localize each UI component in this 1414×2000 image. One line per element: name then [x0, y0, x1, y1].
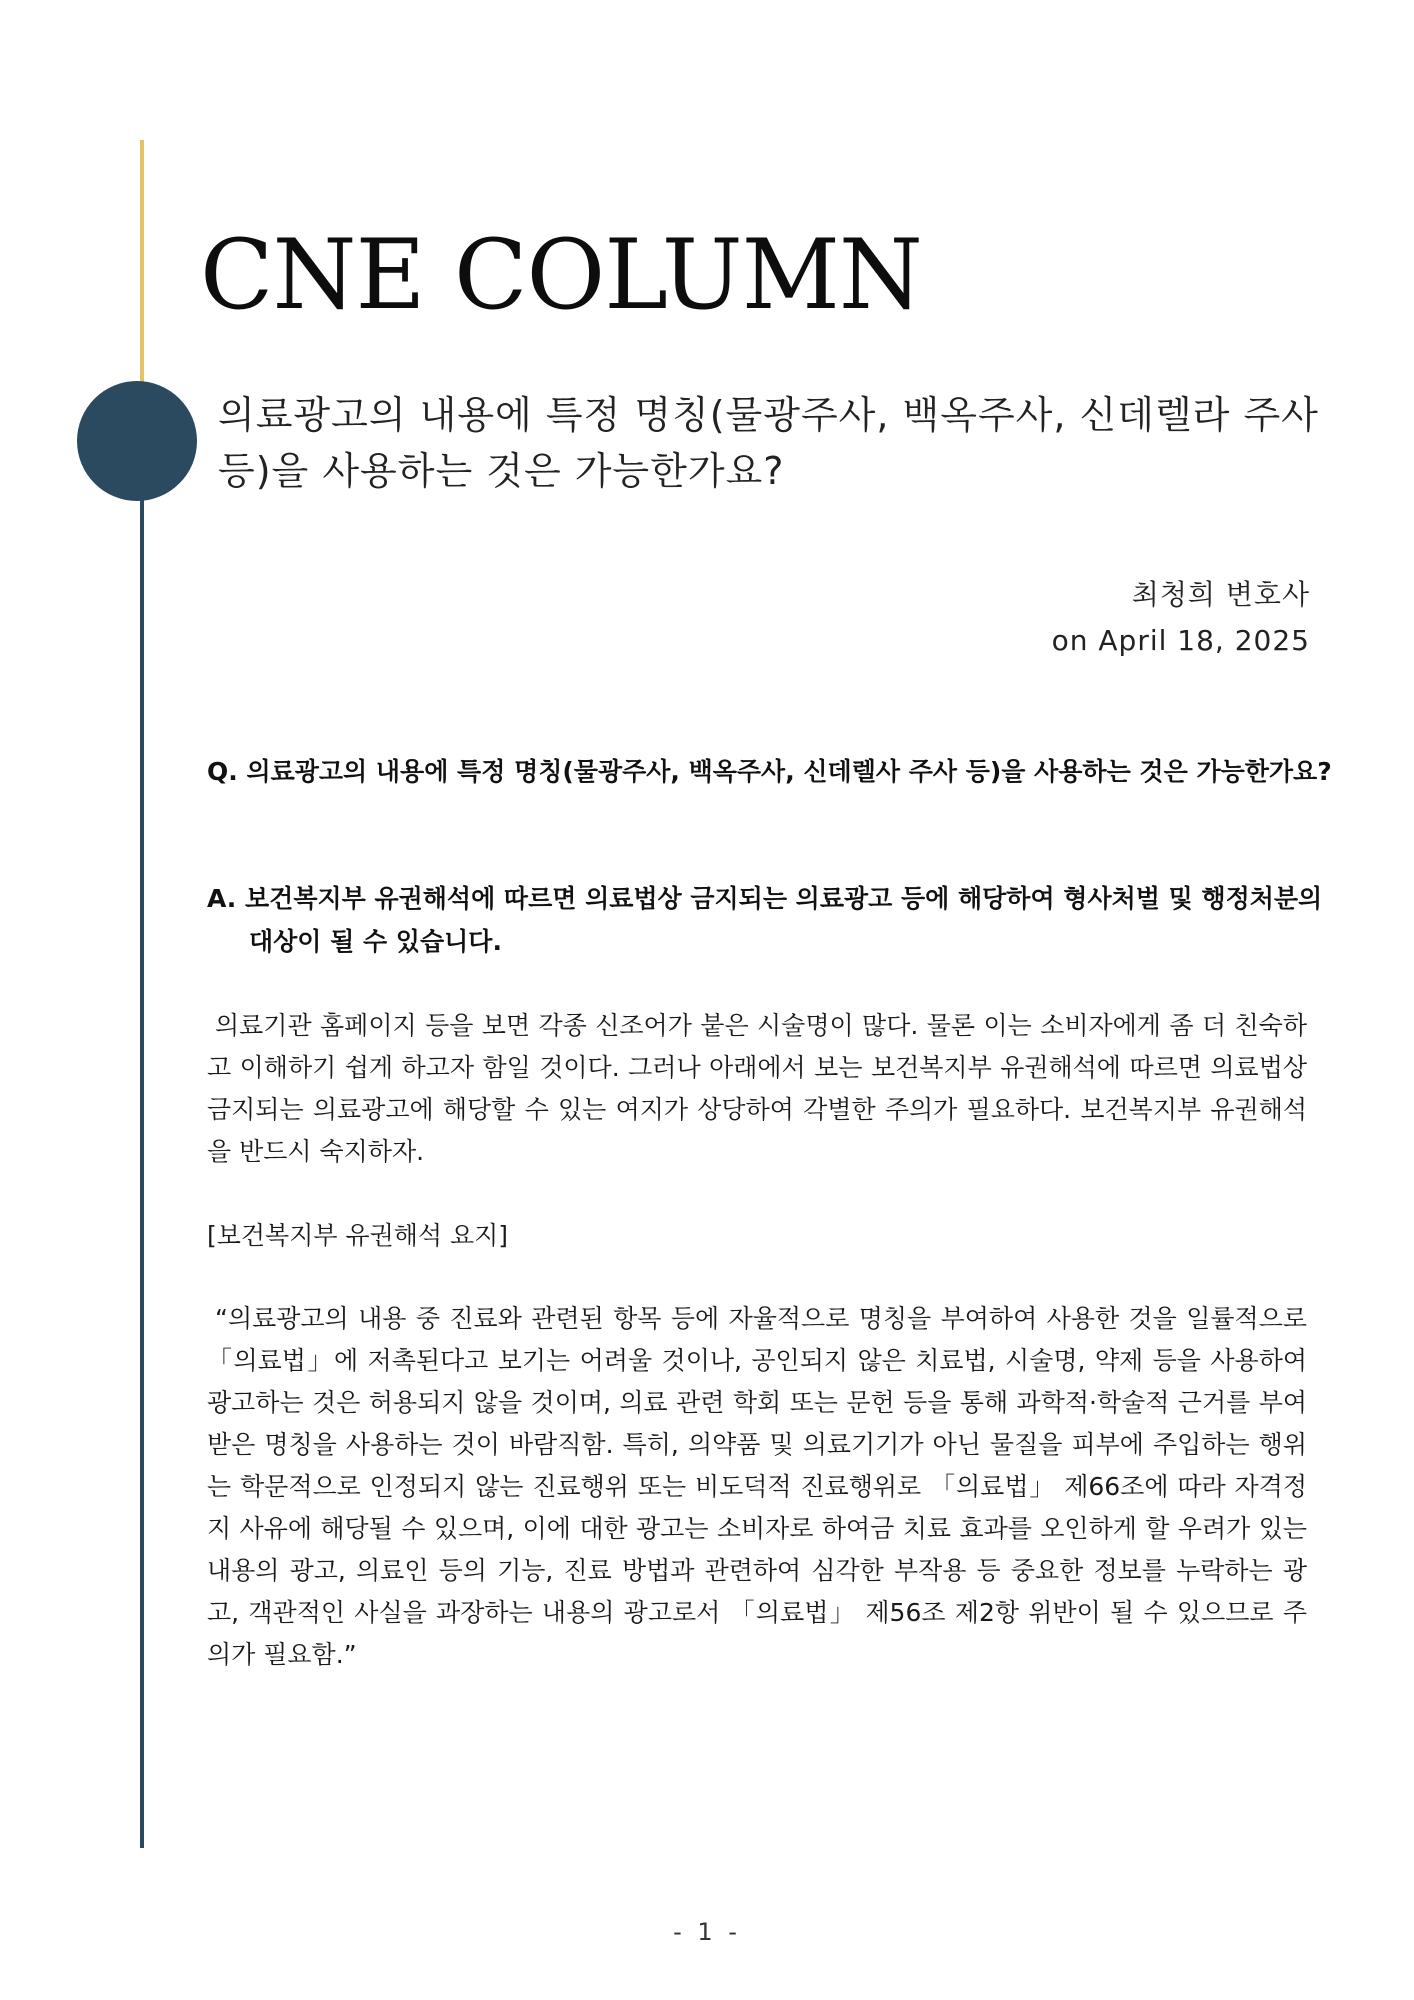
page-number: - 1 -: [673, 1918, 741, 1946]
decorative-circle: [77, 381, 197, 501]
author: 최청희 변호사: [1131, 578, 1310, 611]
publish-date: on April 18, 2025: [1051, 624, 1310, 657]
page-title: CNE COLUMN: [200, 219, 922, 331]
decorative-navy-line: [140, 440, 144, 1848]
column-subtitle: 의료광고의 내용에 특정 명칭(물광주사, 백옥주사, 신데렐라 주사 등)을 사용하는 것은 가능한가요?: [218, 393, 1319, 493]
question: Q. 의료광고의 내용에 특정 명칭(물광주사, 백옥주사, 신데렐사 주사 등)을 사용하는 것은 가능한가요?: [207, 757, 1332, 786]
body-paragraph: 의료기관 홈페이지 등을 보면 각종 신조어가 붙은 시술명이 많다. 물론 이는 소비자에게 좀 더 친숙하고 이해하기 쉽게 하고자 함일 것이다. 그러나 아래에서 보는 보건복지부 유권해석에 따르면 의료법상 금지되는 의료광고에 해당할 수 있는 여지가 상당하여 각별한 주의가 필요하다. 보건복지부 유권해석을 반드시 숙지하자.: [207, 1011, 1307, 1166]
quote-paragraph: “의료광고의 내용 중 진료와 관련된 항목 등에 자율적으로 명칭을 부여하여 사용한 것을 일률적으로 「의료법」에 저촉된다고 보기는 어려울 것이나, 공인되지 않은 치료법, 시술명, 약제 등을 사용하여 광고하는 것은 허용되지 않을 것이며, 의료 관련 학회 또는 문헌 등을 통해 과학적·학술적 근거를 부여받은 명칭을 사용하는 것이 바람직함. 특히, 의약품 및 의료기기가 아닌 물질을 피부에 주입하는 행위는 학문적으로 인정되지 않는 진료행위 또는 비도덕적 진료행위로 「의료법」 제66조에 따라 자격정지 사유에 해당될 수 있으며, 이에 대한 광고는 소비자로 하여금 치료 효과를 오인하게 할 우려가 있는 내용의 광고, 의료인 등의 기능, 진료 방법과 관련하여 심각한 부작용 등 중요한 정보를 누락하는 광고, 객관적인 사실을 과장하는 내용의 광고로서 「의료법」 제56조 제2항 위반이 될 수 있으므로 주의가 필요함.”: [207, 1304, 1307, 1669]
section-label: [보건복지부 유권해석 요지]: [207, 1221, 509, 1250]
answer: A. 보건복지부 유권해석에 따르면 의료법상 금지되는 의료광고 등에 해당하여 형사처벌 및 행정처분의 대상이 될 수 있습니다.: [207, 884, 1323, 956]
byline: [1052, 572, 1310, 664]
